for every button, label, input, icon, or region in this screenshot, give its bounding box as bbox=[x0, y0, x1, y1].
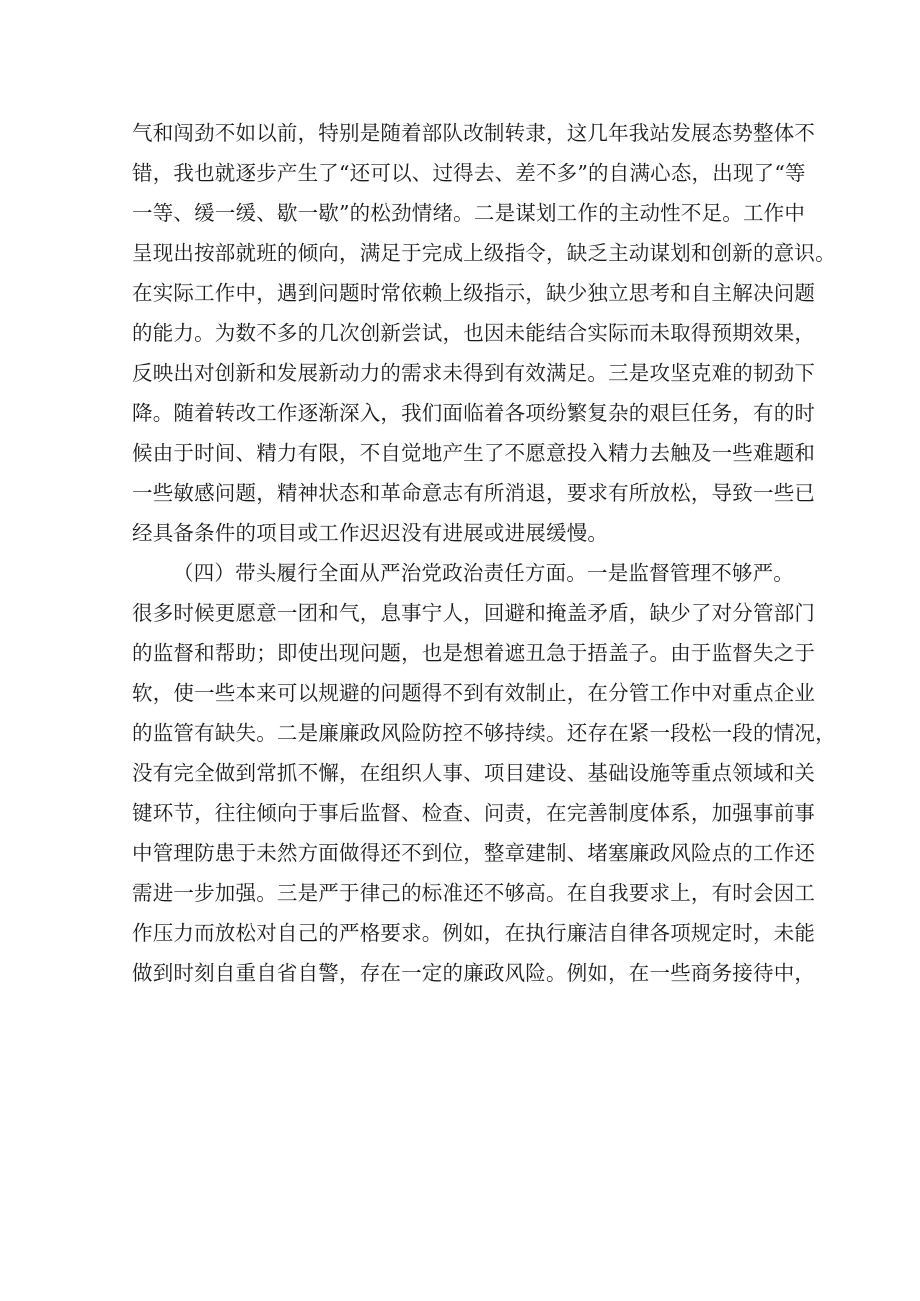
text-line: 在实际工作中，遇到问题时常依赖上级指示，缺少独立思考和自主解决问题 bbox=[132, 281, 816, 305]
text-line: 一等、缓一缓、歇一歇”的松劲情绪。二是谋划工作的主动性不足。工作中 bbox=[132, 201, 806, 225]
text-line: 经具备条件的项目或工作迟迟没有进展或进展缓慢。 bbox=[132, 521, 609, 545]
text-line: 软，使一些本来可以规避的问题得不到有效制止，在分管工作中对重点企业 bbox=[132, 681, 816, 705]
text-line: 候由于时间、精力有限，不自觉地产生了不愿意投入精力去触及一些难题和 bbox=[132, 441, 816, 465]
text-line: 降。随着转改工作逐渐深入，我们面临着各项纷繁复杂的艰巨任务，有的时 bbox=[132, 401, 816, 425]
text-line: 键环节，往往倾向于事后监督、检查、问责，在完善制度体系，加强事前事 bbox=[132, 801, 816, 825]
text-line: 很多时候更愿意一团和气，息事宁人，回避和掩盖矛盾，缺少了对分管部门 bbox=[132, 601, 816, 625]
text-line: 气和闯劲不如以前，特别是随着部队改制转隶，这几年我站发展态势整体不 bbox=[132, 121, 816, 145]
section-heading-line: （四）带头履行全面从严治党政治责任方面。一是监督管理不够严。 bbox=[173, 561, 794, 585]
text-line: 错，我也就逐步产生了“还可以、过得去、差不多”的自满心态，出现了“等 bbox=[132, 161, 806, 185]
text-line: 呈现出按部就班的倾向，满足于完成上级指令，缺乏主动谋划和创新的意识。 bbox=[132, 241, 836, 265]
text-line: 做到时刻自重自省自警，存在一定的廉政风险。例如，在一些商务接待中， bbox=[132, 961, 816, 985]
body-text bbox=[132, 113, 836, 993]
text-line: 中管理防患于未然方面做得还不到位，整章建制、堵塞廉政风险点的工作还 bbox=[132, 841, 816, 865]
text-line: 的能力。为数不多的几次创新尝试，也因未能结合实际而未取得预期效果， bbox=[132, 321, 816, 345]
text-line: 作压力而放松对自己的严格要求。例如，在执行廉洁自律各项规定时，未能 bbox=[132, 921, 816, 945]
text-line: 一些敏感问题，精神状态和革命意志有所消退，要求有所放松，导致一些已 bbox=[132, 481, 816, 505]
text-line: 需进一步加强。三是严于律己的标准还不够高。在自我要求上，有时会因工 bbox=[132, 881, 816, 905]
text-line: 的监管有缺失。二是廉廉政风险防控不够持续。还存在紧一段松一段的情况， bbox=[132, 721, 836, 745]
text-line: 反映出对创新和发展新动力的需求未得到有效满足。三是攻坚克难的韧劲下 bbox=[132, 361, 816, 385]
text-line: 没有完全做到常抓不懈，在组织人事、项目建设、基础设施等重点领域和关 bbox=[132, 761, 816, 785]
text-line: 的监督和帮助；即使出现问题，也是想着遮丑急于捂盖子。由于监督失之于 bbox=[132, 641, 816, 665]
